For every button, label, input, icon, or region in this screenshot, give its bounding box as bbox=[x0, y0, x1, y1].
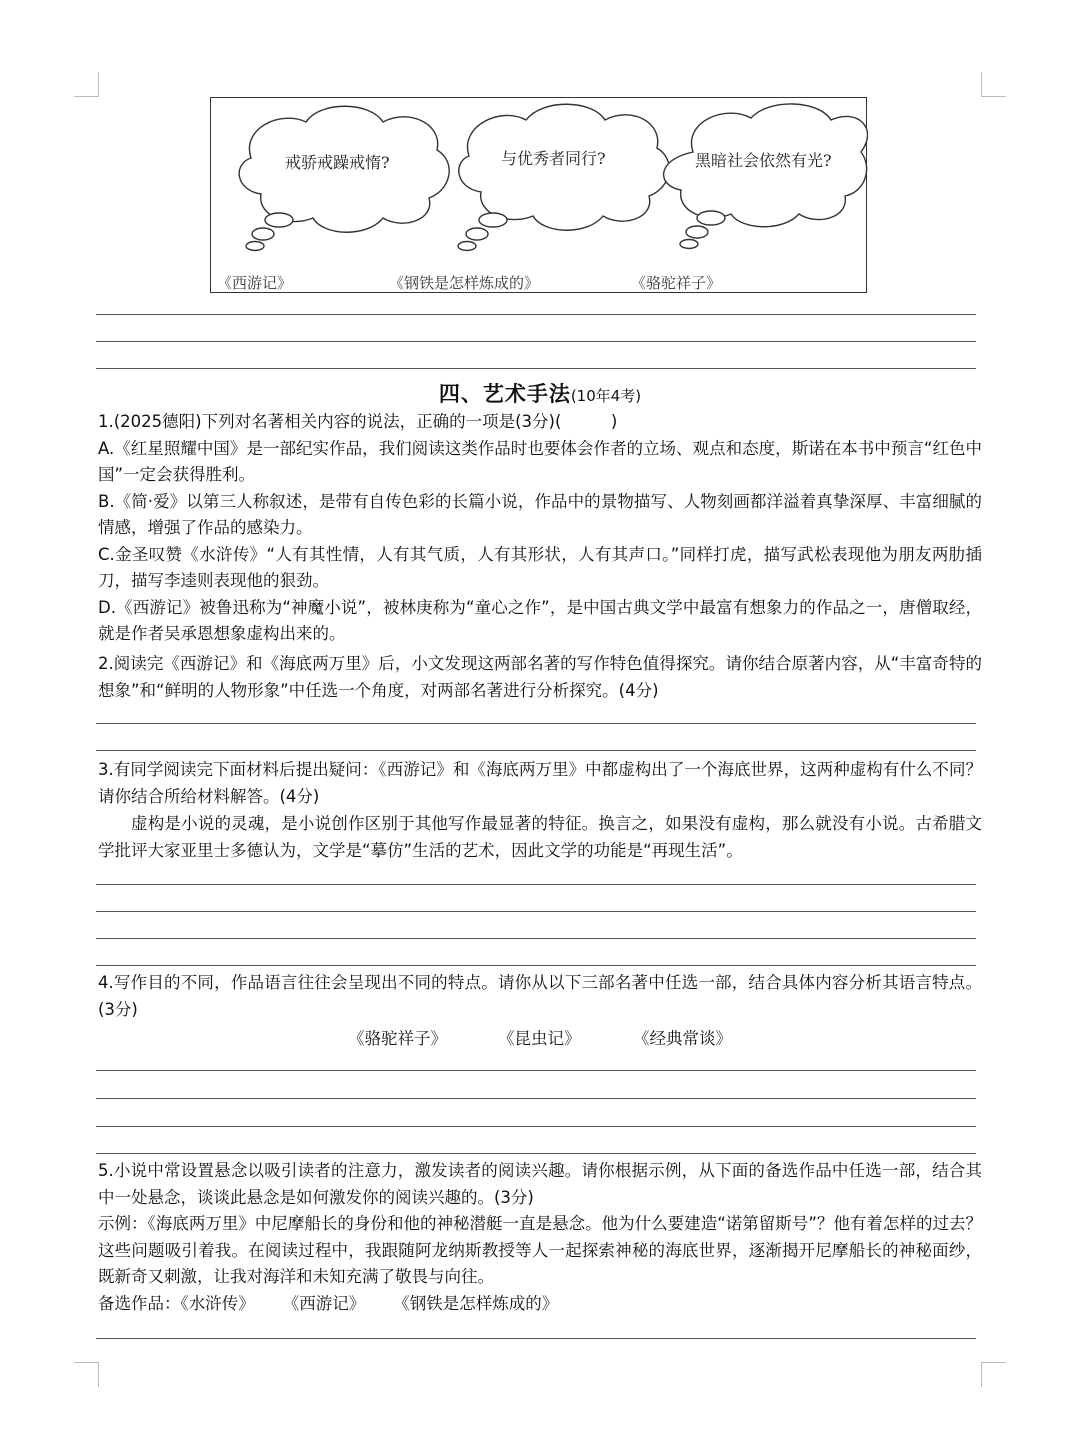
question-1-option-d: D.《西游记》被鲁迅称为“神魔小说”，被林庚称为“童心之作”，是中国古典文学中最富有想象力的作品之一，唐僧取经，就是作者吴承恩想象虚构出来的。 bbox=[98, 597, 982, 643]
question-1-option-b: B.《简·爱》以第三人称叙述，是带有自传色彩的长篇小说，作品中的景物描写、人物刻画都洋溢着真挚深厚、丰富细腻的情感，增强了作品的感染力。 bbox=[98, 491, 982, 537]
answer-line[interactable] bbox=[96, 911, 976, 912]
section-title: 四、艺术手法 bbox=[438, 382, 571, 406]
book-label-2: 《钢铁是怎样炼成的》 bbox=[389, 274, 540, 292]
book-label-3: 《骆驼祥子》 bbox=[631, 274, 722, 292]
candidate-work: 《钢铁是怎样炼成的》 bbox=[393, 1293, 559, 1313]
answer-line[interactable] bbox=[96, 1070, 976, 1071]
answer-line[interactable] bbox=[96, 1098, 976, 1099]
question-3-material: 虚构是小说的灵魂，是小说创作区别于其他写作最显著的特征。换言之，如果没有虚构，那么就没有小说。古希腊文学批评大家亚里士多德认为，文学是“摹仿”生活的艺术，因此文学的功能是“再现生活”。 bbox=[98, 814, 982, 860]
thought-bubble-figure bbox=[210, 97, 867, 293]
thought-trail-2a bbox=[479, 213, 507, 227]
question-5 bbox=[98, 1158, 982, 1317]
answer-line[interactable] bbox=[96, 368, 976, 369]
question-1-option-c: C.金圣叹赞《水浒传》“人有其性情，人有其气质，人有其形状，人有其声口。”同样打虎，描写武松表现他为朋友两肋插刀，描写李逵则表现他的狠劲。 bbox=[98, 544, 982, 590]
answer-line[interactable] bbox=[96, 1153, 976, 1154]
thought-trail-3c bbox=[680, 240, 698, 249]
corner-mark-bottom-left bbox=[74, 1362, 99, 1387]
answer-line[interactable] bbox=[96, 1126, 976, 1127]
section-heading bbox=[0, 378, 1080, 408]
question-1 bbox=[98, 409, 982, 648]
answer-line[interactable] bbox=[96, 965, 976, 966]
corner-mark-top-left bbox=[74, 72, 99, 97]
question-2-stem: 2.阅读完《西游记》和《海底两万里》后，小文发现这两部名著的写作特色值得探究。请你结合原著内容，从“丰富奇特的想象”和“鲜明的人物形象”中任选一个角度，对两部名著进行分析探究。(4分) bbox=[98, 654, 982, 700]
thought-trail-1c bbox=[246, 242, 264, 251]
corner-mark-top-right bbox=[981, 72, 1006, 97]
question-4-option: 《经典常谈》 bbox=[633, 1029, 732, 1048]
question-4-stem: 4.写作目的不同，作品语言往往会呈现出不同的特点。请你从以下三部名著中任选一部，结合具体内容分析其语言特点。(3分) bbox=[98, 973, 982, 1019]
question-1-stem: 1.(2025德阳)下列对名著相关内容的说法，正确的一项是(3分)( ) bbox=[98, 412, 618, 431]
answer-line[interactable] bbox=[96, 750, 976, 751]
thought-trail-3a bbox=[697, 211, 725, 225]
question-4-option: 《骆驼祥子》 bbox=[348, 1029, 447, 1048]
answer-line[interactable] bbox=[96, 723, 976, 724]
thought-bubble-text-2: 与优秀者同行? bbox=[501, 149, 606, 168]
answer-line[interactable] bbox=[96, 884, 976, 885]
candidate-work: 《西游记》 bbox=[282, 1293, 366, 1313]
answer-line[interactable] bbox=[96, 938, 976, 939]
thought-trail-2c bbox=[458, 242, 476, 251]
thought-trail-2b bbox=[466, 228, 488, 240]
section-subtitle: (10年4考) bbox=[570, 387, 642, 405]
answer-line[interactable] bbox=[96, 1338, 976, 1339]
question-3-stem: 3.有同学阅读完下面材料后提出疑问：《西游记》和《海底两万里》中都虚构出了一个海底世界，这两种虚构有什么不同？请你结合所给材料解答。(4分) bbox=[98, 760, 982, 806]
candidate-work: 《水浒传》 bbox=[180, 1293, 255, 1313]
thought-trail-1a bbox=[265, 213, 293, 227]
question-5-example: 示例：《海底两万里》中尼摩船长的身份和他的神秘潜艇一直是悬念。他为什么要建造“诺第留斯号”？他有着怎样的过去？这些问题吸引着我。在阅读过程中，我跟随阿龙纳斯教授等人一起探索神秘的海底世界，逐渐揭开尼摩船长的神秘面纱，既新奇又刺激，让我对海洋和未知充满了敬畏与向往。 bbox=[98, 1214, 982, 1286]
question-5-stem: 5.小说中常设置悬念以吸引读者的注意力，激发读者的阅读兴趣。请你根据示例，从下面的备选作品中任选一部，结合其中一处悬念，谈谈此悬念是如何激发你的阅读兴趣的。(3分) bbox=[98, 1161, 982, 1207]
book-label-1: 《西游记》 bbox=[217, 274, 293, 292]
thought-trail-1b bbox=[252, 228, 274, 240]
question-1-option-a: A.《红星照耀中国》是一部纪实作品，我们阅读这类作品时也要体会作者的立场、观点和态度，斯诺在本书中预言“红色中国”一定会获得胜利。 bbox=[98, 438, 982, 484]
answer-line[interactable] bbox=[96, 314, 976, 315]
thought-bubble-text-1: 戒骄戒躁戒惰? bbox=[285, 153, 390, 172]
thought-bubbles-drawing bbox=[211, 98, 868, 294]
thought-trail-3b bbox=[686, 226, 708, 238]
answer-line[interactable] bbox=[96, 341, 976, 342]
thought-bubble-text-3: 黑暗社会依然有光? bbox=[695, 151, 832, 170]
question-4-option: 《昆虫记》 bbox=[498, 1029, 581, 1048]
question-5-candidates bbox=[98, 1291, 982, 1318]
corner-mark-bottom-right bbox=[981, 1362, 1006, 1387]
candidates-label: 备选作品： bbox=[98, 1293, 181, 1313]
